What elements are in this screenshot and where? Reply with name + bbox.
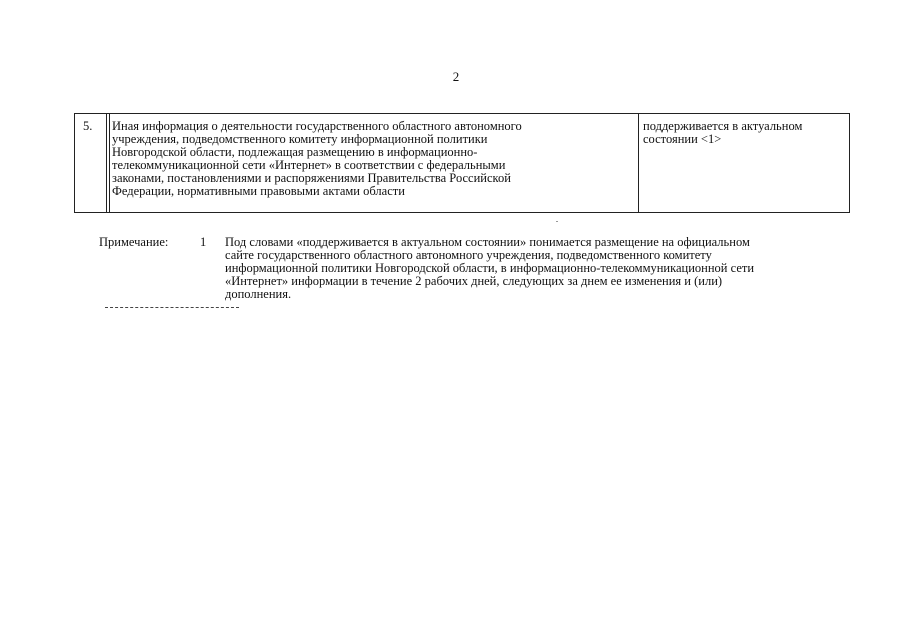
page-number: 2: [452, 69, 460, 84]
row-description-line: Иная информация о деятельности государственного областного автономного: [112, 119, 522, 133]
table-divider-status: [638, 114, 639, 212]
table-divider-num: [106, 114, 107, 212]
scan-speck: [556, 221, 558, 222]
note-text-line: информационной политики Новгородской области, в информационно-телекоммуникационной сети: [225, 261, 755, 275]
row-description: [112, 120, 637, 198]
note-text: [225, 236, 850, 301]
row-description-line: учреждения, подведомственного комитету информационной политики: [112, 132, 488, 146]
row-status: [643, 120, 843, 146]
note-text-line: дополнения.: [225, 287, 292, 301]
note-text-line: сайте государственного областного автономного учреждения, подведомственного комитету: [225, 248, 712, 262]
row-description-line: телекоммуникационной сети «Интернет» в соответствии с федеральными: [112, 158, 506, 172]
note-number: 1: [200, 235, 207, 249]
footnote-separator: [105, 307, 239, 308]
note-text-line: Под словами «поддерживается в актуальном состоянии» понимается размещение на официальном: [225, 235, 750, 249]
row-description-line: Новгородской области, подлежащая размещению в информационно-: [112, 145, 478, 159]
info-table: [74, 113, 850, 213]
table-divider-num-inner: [109, 114, 110, 212]
row-number: 5.: [83, 119, 93, 133]
note-label: Примечание:: [99, 235, 169, 249]
row-description-line: Федерации, нормативными правовыми актами области: [112, 184, 405, 198]
row-status-line: поддерживается в актуальном: [643, 119, 803, 133]
row-description-line: законами, постановлениями и распоряжениями Правительства Российской: [112, 171, 511, 185]
row-status-line: состоянии <1>: [643, 132, 722, 146]
note-text-line: «Интернет» информации в течение 2 рабочих дней, следующих за днем ее изменения и (или): [225, 274, 723, 288]
